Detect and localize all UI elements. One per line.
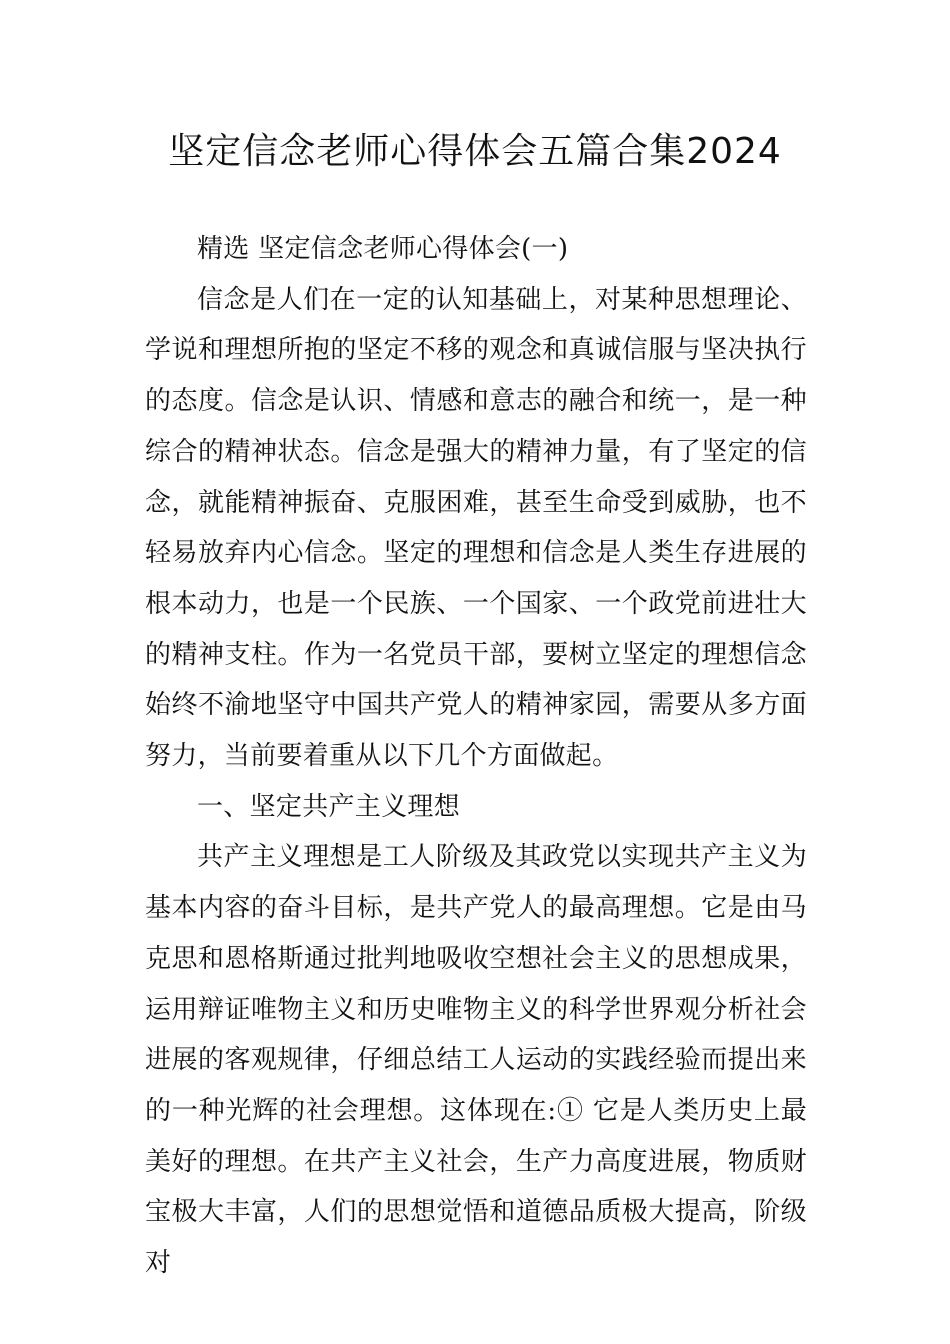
paragraph: 信念是人们在一定的认知基础上，对某种思想理论、学说和理想所抱的坚定不移的观念和真诚信服与坚决执行的态度。信念是认识、情感和意志的融合和统一，是一种综合的精神状态。信念是强大的精神力量，有了坚定的信念，就能精神振奋、克服困难，甚至生命受到威胁，也不轻易放弃内心信念。坚定的理想和信念是人类生存进展的根本动力，也是一个民族、一个国家、一个政党前进壮大的精神支柱。作为一名党员干部，要树立坚定的理想信念始终不渝地坚守中国共产党人的精神家园，需要从多方面努力，当前要着重从以下几个方面做起。 bbox=[145, 284, 807, 772]
document-body bbox=[145, 224, 807, 1289]
paragraph: 共产主义理想是工人阶级及其政党以实现共产主义为基本内容的奋斗目标，是共产党人的最高理想。它是由马克思和恩格斯通过批判地吸收空想社会主义的思想成果，运用辩证唯物主义和历史唯物主义的科学世界观分析社会进展的客观规律，仔细总结工人运动的实践经验而提出来的一种光辉的社会理想。这体现在:① 它是人类历史上最美好的理想。在共产主义社会，生产力高度进展，物质财宝极大丰富，人们的思想觉悟和道德品质极大提高，阶级对 bbox=[145, 842, 807, 1279]
subheading: 一、坚定共产主义理想 bbox=[197, 791, 461, 822]
document-title: 坚定信念老师心得体会五篇合集2024 bbox=[168, 131, 782, 172]
section-heading: 精选 坚定信念老师心得体会(一) bbox=[197, 234, 569, 264]
